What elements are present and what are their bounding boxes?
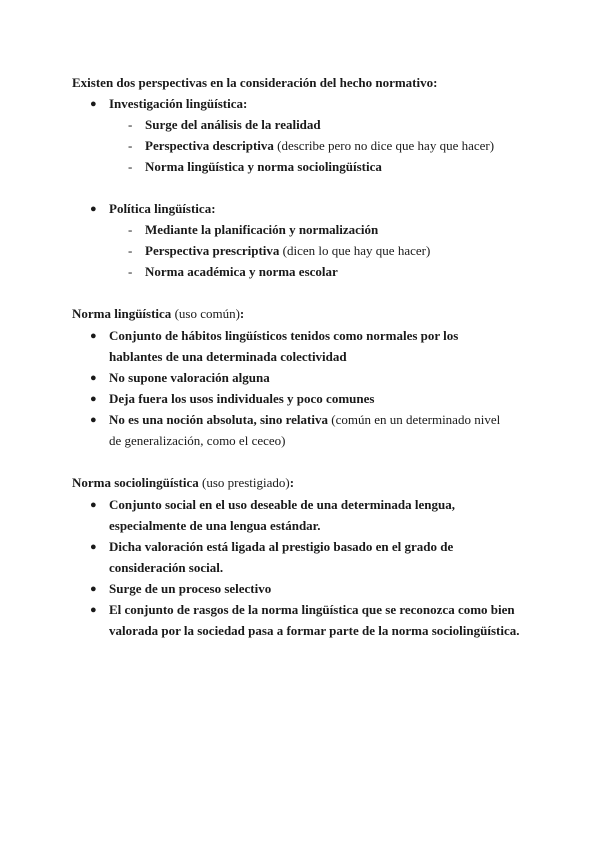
perspective-2-item-3: Norma académica y norma escolar — [145, 264, 338, 279]
dash-icon: - — [128, 222, 133, 237]
perspective-2-title: Política lingüística: — [109, 201, 216, 216]
bullet-icon: ● — [90, 583, 97, 595]
ns-bullet-1-line-2: especialmente de una lengua estándar. — [109, 518, 321, 533]
dash-icon: - — [128, 264, 133, 279]
nl-bullet-2: No supone valoración alguna — [109, 370, 270, 385]
ns-bullet-2-line-1: Dicha valoración está ligada al prestigio basado en el grado de — [109, 539, 454, 554]
bullet-icon: ● — [90, 499, 97, 511]
dash-icon: - — [128, 159, 133, 174]
perspective-2-item-1: Mediante la planificación y normalización — [145, 222, 379, 237]
dash-icon: - — [128, 138, 133, 153]
nl-bullet-4-line-1: No es una noción absoluta, sino relativa (común en un determinado nivel — [109, 412, 501, 427]
bullet-icon: ● — [90, 330, 97, 342]
perspective-1-item-2: Perspectiva descriptiva (describe pero no dice que hay que hacer) — [145, 138, 495, 153]
dash-icon: - — [128, 117, 133, 132]
perspective-2-item-2: Perspectiva prescriptiva (dicen lo que hay que hacer) — [145, 243, 431, 258]
bullet-icon: ● — [90, 203, 97, 215]
bullet-icon: ● — [90, 372, 97, 384]
norma-linguistica-heading: Norma lingüística (uso común): — [72, 306, 245, 321]
ns-bullet-4-line-1: El conjunto de rasgos de la norma lingüística que se reconozca como bien — [109, 602, 515, 617]
nl-bullet-3: Deja fuera los usos individuales y poco comunes — [109, 391, 375, 406]
bullet-icon: ● — [90, 414, 97, 426]
bullet-icon: ● — [90, 604, 97, 616]
ns-bullet-4-line-2: valorada por la sociedad pasa a formar parte de la norma sociolingüística. — [109, 623, 520, 638]
bullet-icon: ● — [90, 541, 97, 553]
nl-bullet-1-line-1: Conjunto de hábitos lingüísticos tenidos como normales por los — [109, 328, 459, 343]
bullet-icon: ● — [90, 393, 97, 405]
nl-bullet-1-line-2: hablantes de una determinada colectividad — [109, 349, 347, 364]
ns-bullet-2-line-2: consideración social. — [109, 560, 224, 575]
intro-line: Existen dos perspectivas en la consideración del hecho normativo: — [72, 75, 438, 90]
norma-socio-heading: Norma sociolingüística (uso prestigiado): — [72, 475, 295, 490]
dash-icon: - — [128, 243, 133, 258]
perspective-1-item-3: Norma lingüística y norma sociolingüística — [145, 159, 382, 174]
perspective-1-title: Investigación lingüística: — [109, 96, 248, 111]
ns-bullet-1-line-1: Conjunto social en el uso deseable de una determinada lengua, — [109, 497, 455, 512]
nl-bullet-4-line-2: de generalización, como el ceceo) — [109, 433, 286, 448]
bullet-icon: ● — [90, 98, 97, 110]
ns-bullet-3: Surge de un proceso selectivo — [109, 581, 272, 596]
perspective-1-item-1: Surge del análisis de la realidad — [145, 117, 321, 132]
